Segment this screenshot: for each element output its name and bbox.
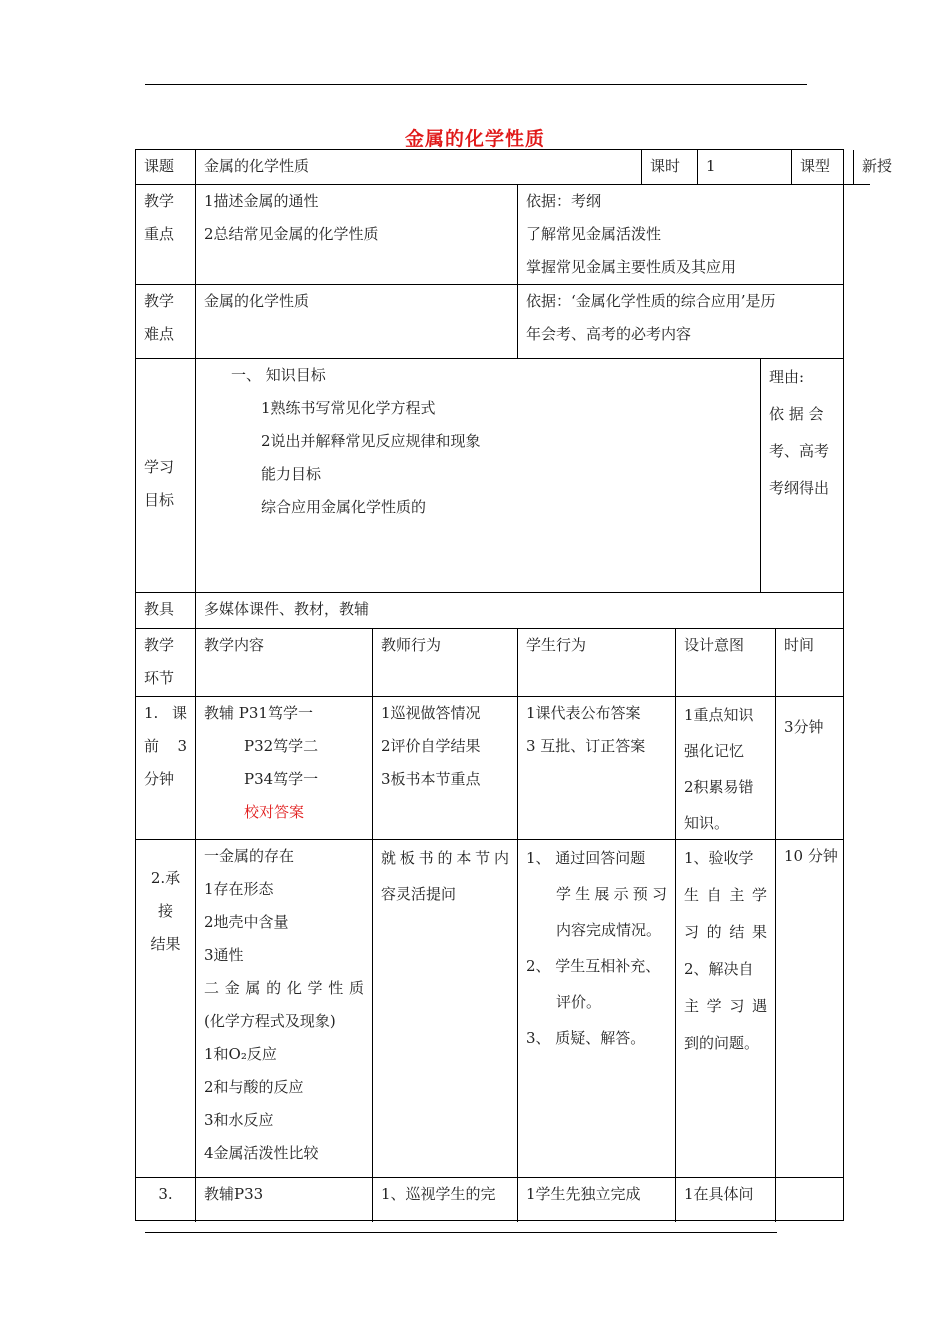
key-points-basis-cell: 依据：考纲 了解常见金属活泼性 掌握常见金属主要性质及其应用 xyxy=(518,185,843,285)
difficulties-label-cell: 教学 难点 xyxy=(136,285,196,359)
time-cell: 10 分钟 xyxy=(776,840,843,1178)
student-cell: 1学生先独立完成 xyxy=(518,1178,676,1222)
footer-rule xyxy=(145,1232,777,1233)
content-header-cell: 教学内容 xyxy=(196,629,373,697)
hours-value-cell: 1 xyxy=(698,150,792,185)
design-cell: 1重点知识 强化记忆 2积累易错 知识。 xyxy=(676,697,776,840)
content-cell: 教辅P33 xyxy=(196,1178,373,1222)
header-rule xyxy=(145,84,807,85)
topic-label-cell: 课题 xyxy=(136,150,196,185)
student-header-cell: 学生行为 xyxy=(518,629,676,697)
tools-value-cell: 多媒体课件、教材，教辅 xyxy=(196,593,843,629)
type-label-cell: 课型 xyxy=(792,150,854,185)
objectives-reason-cell: 理由: 依 据 会 考、高考 考纲得出 xyxy=(761,359,843,593)
design-cell: 1、验收学 生自主学 习的结果 2、解决自 主学习遇 到的问题。 xyxy=(676,840,776,1178)
time-header-cell: 时间 xyxy=(776,629,843,697)
teacher-cell: 就板书的本节内 容灵活提问 xyxy=(373,840,518,1178)
objectives-label-cell: 学习 目标 xyxy=(136,359,196,593)
time-cell: 3分钟 xyxy=(776,697,843,840)
stage-header-cell: 教学 环节 xyxy=(136,629,196,697)
lesson-plan-table xyxy=(135,149,893,1221)
teacher-cell: 1巡视做答情况 2评价自学结果 3板书本节重点 xyxy=(373,697,518,840)
teacher-cell: 1、巡视学生的完 xyxy=(373,1178,518,1222)
time-cell xyxy=(776,1178,843,1222)
teacher-header-cell: 教师行为 xyxy=(373,629,518,697)
content-cell: 一金属的存在 1存在形态 2地壳中含量 3通性 二金属的化学性质 (化学方程式及现象) 1和O₂反应 2和与酸的反应 3和水反应 4金属活泼性比较 xyxy=(196,840,373,1178)
tools-label-cell: 教具 xyxy=(136,593,196,629)
type-value-cell: 新授 xyxy=(854,150,870,185)
page-title: 金属的化学性质 xyxy=(404,128,545,150)
hours-label-cell: 课时 xyxy=(642,150,698,185)
topic-value-cell: 金属的化学性质 xyxy=(196,150,642,185)
key-points-label-cell: 教学 重点 xyxy=(136,185,196,285)
content-cell: 教辅 P31笃学一 P32笃学二 P34笃学一 校对答案 xyxy=(196,697,373,840)
stage-cell: 1. 课 前 3 分钟 xyxy=(136,697,196,840)
design-header-cell: 设计意图 xyxy=(676,629,776,697)
design-cell: 1在具体问 xyxy=(676,1178,776,1222)
student-cell: 1课代表公布答案 3 互批、订正答案 xyxy=(518,697,676,840)
objectives-cell: 一、 知识目标 1熟练书写常见化学方程式 2说出并解释常见反应规律和现象 能力目标 综合应用金属化学性质的 xyxy=(196,359,761,593)
key-points-cell: 1描述金属的通性 2总结常见金属的化学性质 xyxy=(196,185,518,285)
difficulties-basis-cell: 依据：‘金属化学性质的综合应用’是历 年会考、高考的必考内容 xyxy=(518,285,843,359)
stage-cell: 3. xyxy=(136,1178,196,1222)
difficulties-cell: 金属的化学性质 xyxy=(196,285,518,359)
stage-cell: 2.承 接 结果 xyxy=(136,840,196,1178)
student-cell: 1、 通过回答问题 学生展示预习 内容完成情况。 2、 学生互相补充、 评价。 3、 质疑、解答。 xyxy=(518,840,676,1178)
